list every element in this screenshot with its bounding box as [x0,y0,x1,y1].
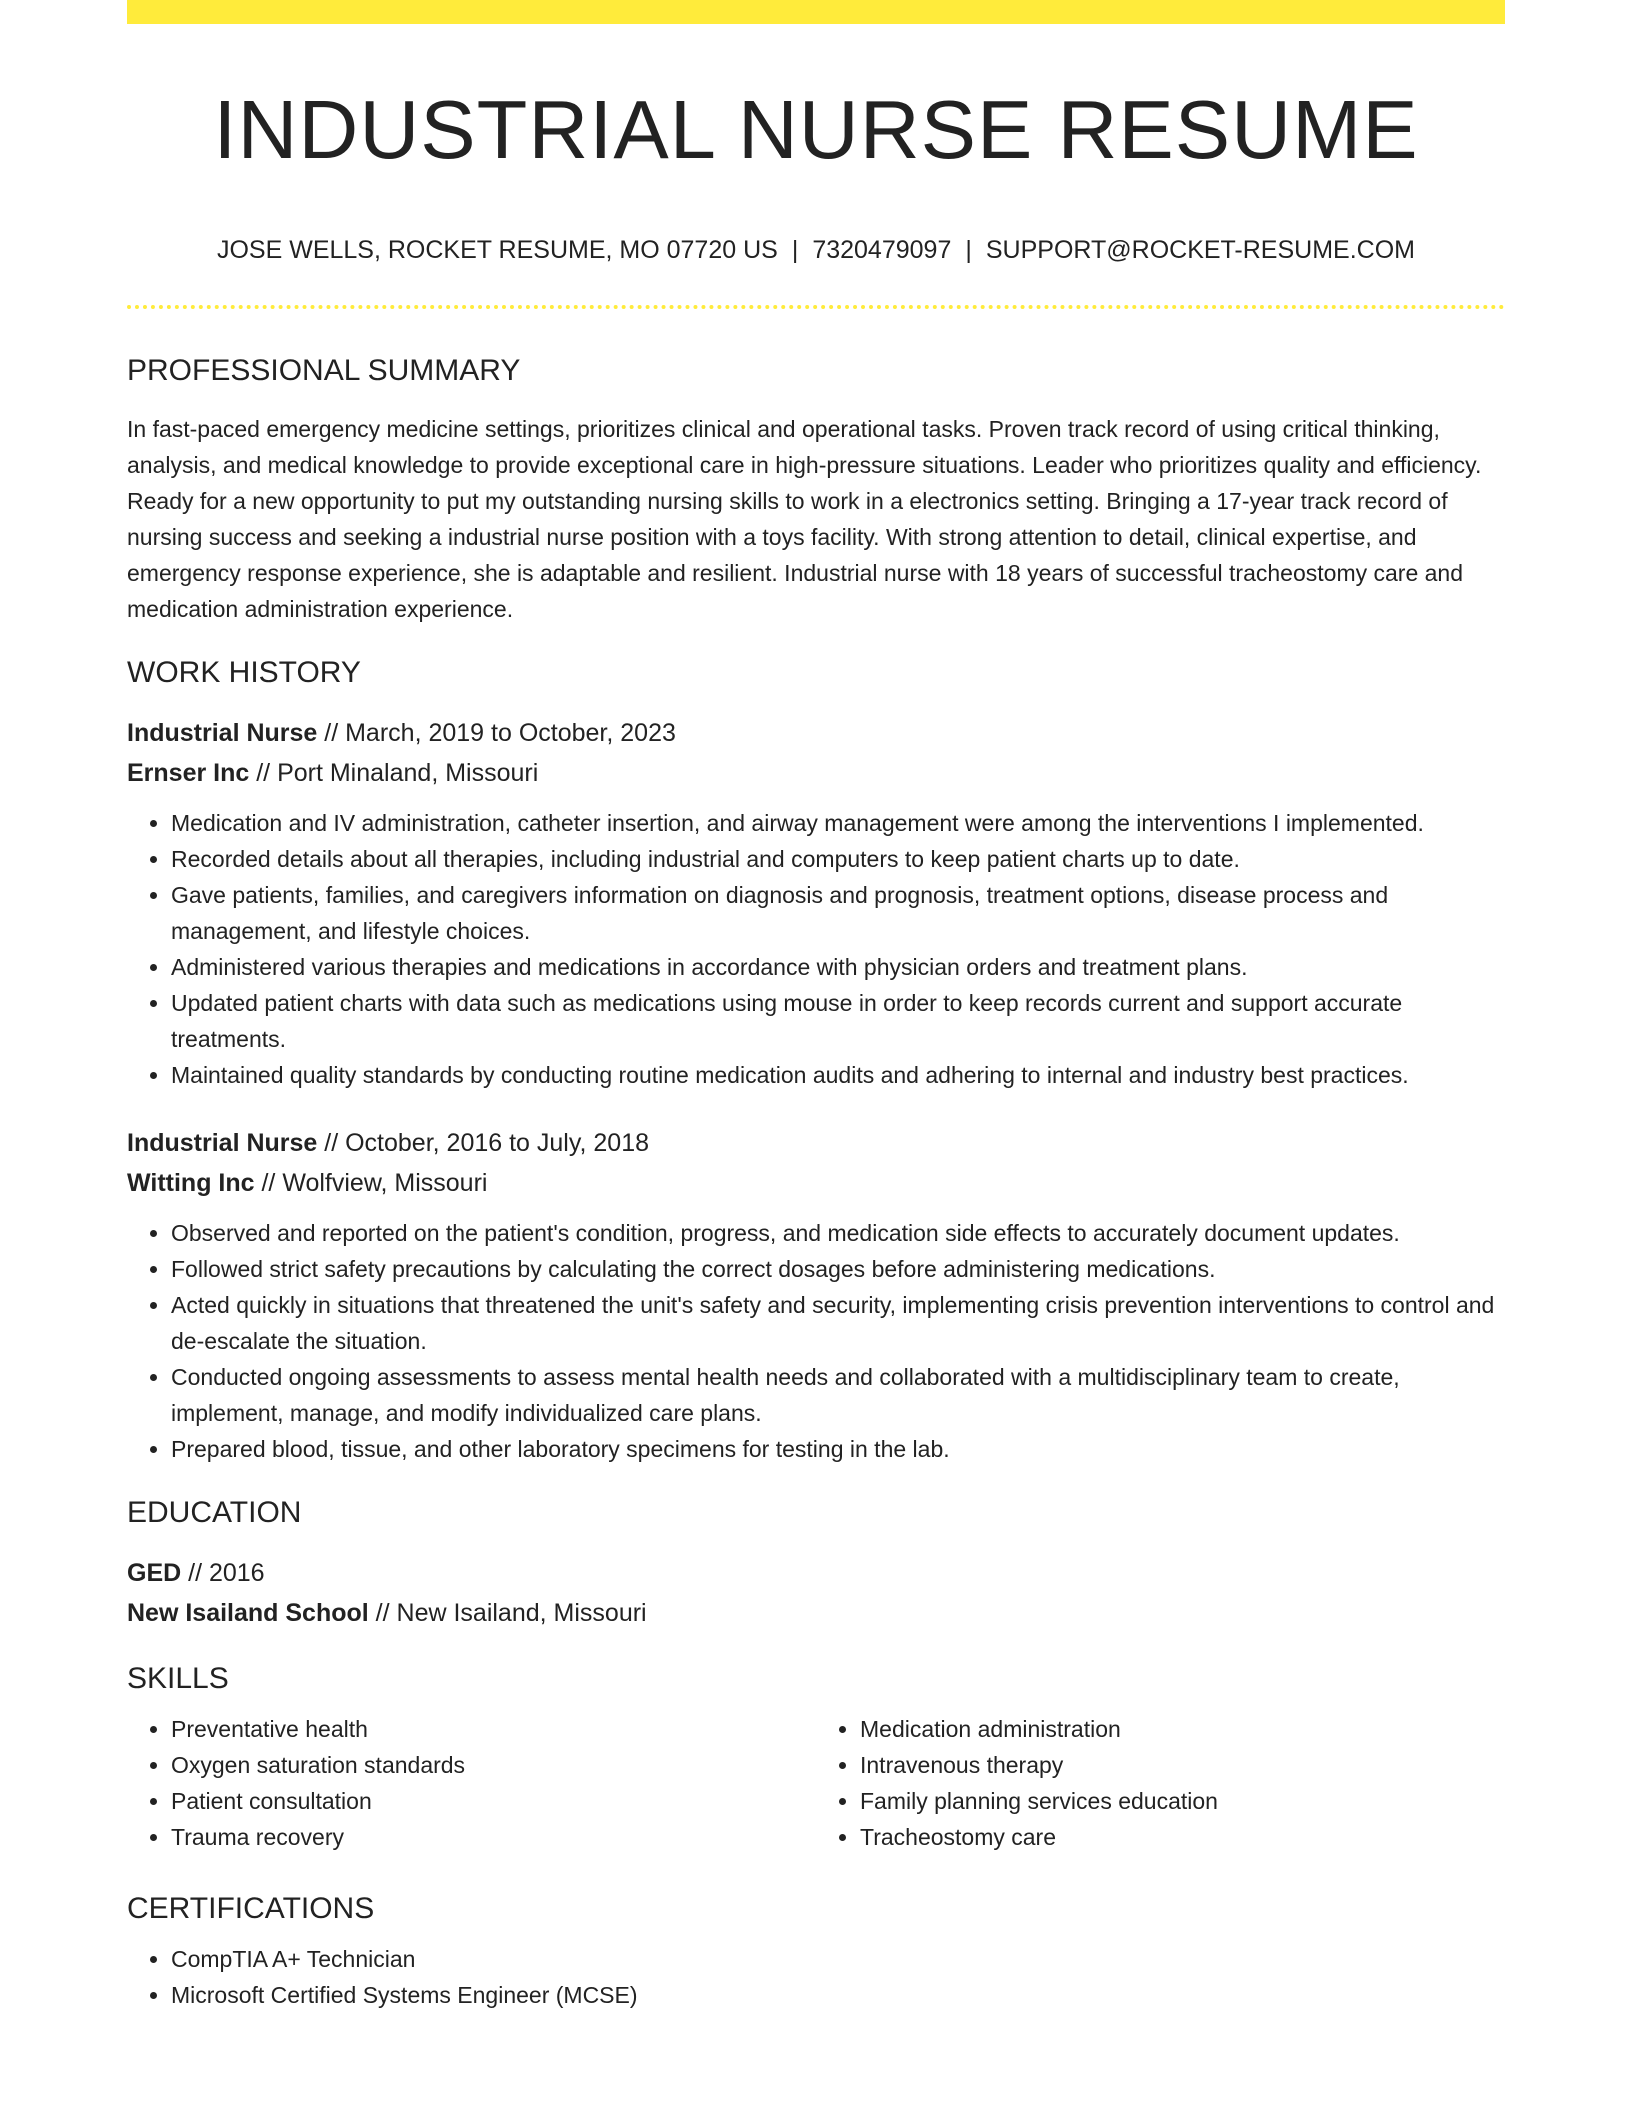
job-dates: // October, 2016 to July, 2018 [317,1129,650,1158]
job-company-line [127,753,1505,793]
job-bullet: • Prepared blood, tissue, and other laboratory specimens for testing in the lab. [171,1431,1505,1467]
job-location: // Port Minaland, Missouri [249,759,539,788]
summary-text: In fast-paced emergency medicine settings, prioritizes clinical and operational tasks. Proven track record of using critical thinking, analysis, and medical knowledge to provide exceptional care in high-pressure situations. Leader who prioritizes quality and efficiency. Ready for a new opportunity to put my outstanding nursing skills to work in a electronics setting. Bringing a 17-year track record of nursing success and seeking a industrial nurse position with a toys facility. With strong attention to detail, clinical expertise, and emergency response experience, she is adaptable and resilient. Industrial nurse with 18 years of successful tracheostomy care and medication administration experience. [127,416,1482,623]
dotted-divider [127,305,1505,309]
skill-item: • Patient consultation [171,1783,816,1819]
job-entry [127,713,1505,1093]
skill-item: • Oxygen saturation standards [171,1747,816,1783]
resume-page [127,0,1505,2013]
job-title-line [127,713,1505,753]
education-school-line [127,1593,1505,1633]
contact-phone: 7320479097 [812,236,952,265]
job-role: Industrial Nurse [127,1129,318,1158]
work-history-heading: WORK HISTORY [127,656,361,690]
skill-item: • Intravenous therapy [860,1747,1505,1783]
summary-heading: PROFESSIONAL SUMMARY [127,354,521,388]
job-bullet: • Administered various therapies and medications in accordance with physician orders and treatment plans. [171,949,1505,985]
job-company: Ernser Inc [127,759,250,788]
education-degree-line [127,1553,1505,1593]
contact-separator: | [791,236,799,265]
education-location: // New Isailand, Missouri [368,1599,647,1628]
skill-item: • Medication administration [860,1711,1505,1747]
job-bullet: • Gave patients, families, and caregivers information on diagnosis and prognosis, treatment options, disease process and management, and lifestyle choices. [171,877,1505,949]
job-bullet: • Observed and reported on the patient's condition, progress, and medication side effects to accurately document updates. [171,1215,1505,1251]
job-bullet: • Recorded details about all therapies, including industrial and computers to keep patient charts up to date. [171,841,1505,877]
education-entry [127,1553,1505,1633]
skills-list-left [127,1711,816,1855]
education-school: New Isailand School [127,1599,369,1628]
skills-grid [127,1711,1505,1855]
contact-address: JOSE WELLS, ROCKET RESUME, MO 07720 US [216,236,778,265]
job-bullet: • Maintained quality standards by conducting routine medication audits and adhering to internal and industry best practices. [171,1057,1505,1093]
education-heading: EDUCATION [127,1496,302,1530]
skill-item: • Trauma recovery [171,1819,816,1855]
job-bullet: • Updated patient charts with data such as medications using mouse in order to keep records current and support accurate treatments. [171,985,1505,1057]
job-entry [127,1123,1505,1467]
job-company: Witting Inc [127,1169,255,1198]
certifications-heading: CERTIFICATIONS [127,1892,375,1926]
job-bullet: • Conducted ongoing assessments to assess mental health needs and collaborated with a multidisciplinary team to create, implement, manage, and modify individualized care plans. [171,1359,1505,1431]
skills-list-right [816,1711,1505,1855]
job-bullet: • Medication and IV administration, catheter insertion, and airway management were among the interventions I implemented. [171,805,1505,841]
job-location: // Wolfview, Missouri [254,1169,488,1198]
job-bullets [127,1215,1505,1467]
education-degree: GED [127,1559,182,1588]
contact-separator: | [965,236,972,265]
skill-item: • Preventative health [171,1711,816,1747]
job-role: Industrial Nurse [127,719,318,748]
contact-line [127,235,1505,265]
education-year: // 2016 [181,1559,265,1588]
skill-item: • Family planning services education [860,1783,1505,1819]
job-company-line [127,1163,1505,1203]
certification-item: • CompTIA A+ Technician [171,1941,1505,1977]
job-bullets [127,805,1505,1093]
contact-email: SUPPORT@ROCKET-RESUME.COM [985,236,1415,265]
skill-item: • Tracheostomy care [860,1819,1505,1855]
accent-top-bar [127,0,1505,24]
job-bullet: • Followed strict safety precautions by calculating the correct dosages before administering medications. [171,1251,1505,1287]
job-dates: // March, 2019 to October, 2023 [317,719,676,748]
job-title-line [127,1123,1505,1163]
certification-item: • Microsoft Certified Systems Engineer (MCSE) [171,1977,1505,2013]
job-bullet: • Acted quickly in situations that threatened the unit's safety and security, implementing crisis prevention interventions to control and de-escalate the situation. [171,1287,1505,1359]
skills-heading: SKILLS [127,1662,229,1696]
certifications-list [127,1941,1505,2013]
resume-title: INDUSTRIAL NURSE RESUME [213,83,1419,176]
